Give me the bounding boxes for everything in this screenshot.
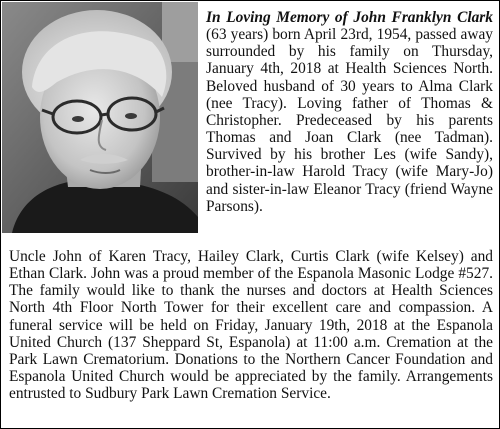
portrait-photo: [2, 2, 198, 233]
obituary-text-bottom: Uncle John of Karen Tracy, Hailey Clark, Curtis Clark (wife Kelsey) and Ethan Clark. John was a proud member of the Espanola Masonic Lodge #527. The family would like to thank the nurses and doctors at Health Sciences North 4th Floor North Tower for their excellent care and compassion. A funeral service will be held on Friday, January 19th, 2018 at the Espanola United Church (137 Sheppard St, Espanola) at 11:00 a.m. Cremation at the Park Lawn Crematorium. Donations to the Northern Cancer Foundation and Espanola United Church would be appreciated by the family. Arrangements entrusted to Sudbury Park Lawn Cremation Service.: [9, 248, 493, 403]
obituary-body-top: (63 years) born April 23rd, 1954, passed away surrounded by his family on Thursday, January 4th, 2018 at Health Sciences North. Beloved husband of 30 years to Alma Clark (nee Tracy). Loving father of Thomas & Christopher. Predeceased by his parents Thomas and Joan Clark (nee Tadman). Survived by his brother Les (wife Sandy), brother-in-law Harold Tracy (wife Mary-Jo) and sister-in-law Eleanor Tracy (friend Wayne Parsons).: [206, 26, 493, 215]
obituary-text-top: [206, 9, 493, 215]
memorial-heading: In Loving Memory of John Franklyn Clark: [206, 9, 493, 26]
